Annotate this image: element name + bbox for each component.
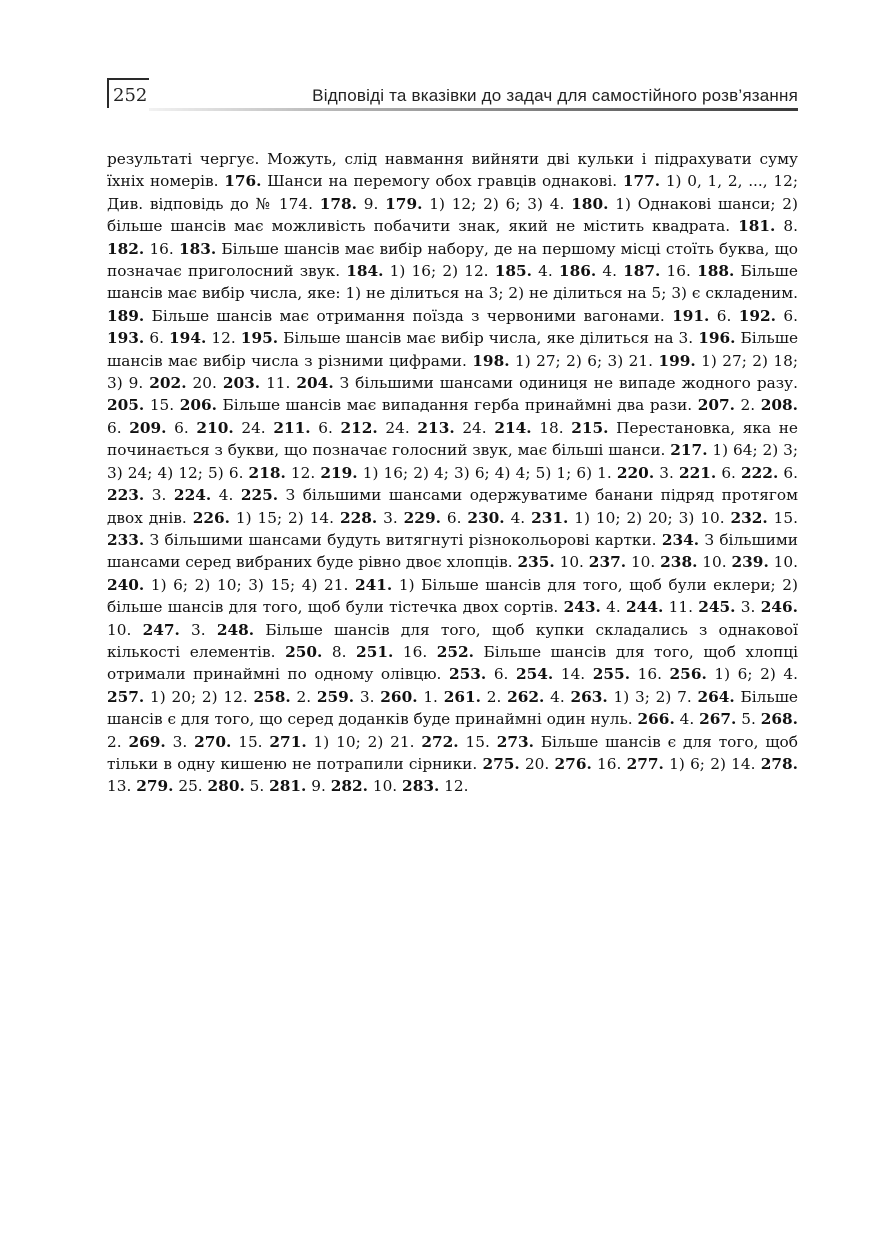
problem-number: 254. <box>516 665 554 684</box>
answer-text: 4. <box>600 598 627 617</box>
answer-text: 4. <box>596 262 624 281</box>
problem-number: 251. <box>356 642 394 661</box>
problem-number: 183. <box>178 239 217 258</box>
problem-number: 224. <box>173 486 212 505</box>
problem-number: 207. <box>697 396 735 415</box>
problem-number: 177. <box>622 172 661 191</box>
problem-number: 229. <box>403 508 441 527</box>
problem-number: 259. <box>316 687 355 706</box>
problem-number: 206. <box>179 396 217 415</box>
answer-text: Більше шансів має вибір числа, яке ділиться на 3. <box>278 329 699 348</box>
problem-number: 263. <box>570 687 608 706</box>
answer-text: 2. <box>107 732 129 751</box>
problem-number: 189. <box>107 306 145 325</box>
problem-number: 186. <box>558 262 597 281</box>
problem-number: 256. <box>669 665 707 684</box>
problem-number: 267. <box>699 710 737 729</box>
answer-text: 3. <box>179 620 217 639</box>
problem-number: 261. <box>443 687 481 706</box>
problem-number: 203. <box>222 374 261 393</box>
answer-text: 1) Однакові шанси; 2) більше шансів має можливість побачити знак, який не містить квадрата. <box>107 194 798 236</box>
problem-number: 246. <box>760 598 798 617</box>
problem-number: 212. <box>340 418 378 437</box>
problem-number: 226. <box>192 508 230 527</box>
problem-number: 217. <box>670 441 708 460</box>
answer-text: 15. <box>767 508 799 527</box>
problem-number: 270. <box>194 732 232 751</box>
answer-text: 6. <box>709 306 739 325</box>
answer-text: 4. <box>504 508 532 527</box>
answer-text: 6. <box>486 665 516 684</box>
problem-number: 214. <box>494 418 532 437</box>
answer-text: 1) 10; 2) 20; 3) 10. <box>568 508 731 527</box>
answer-text: 1) 6; 2) 4. <box>706 665 798 684</box>
answer-text: 25. <box>173 777 208 796</box>
problem-number: 178. <box>319 194 357 213</box>
problem-number: 243. <box>563 598 601 617</box>
problem-number: 213. <box>417 418 455 437</box>
problem-number: 219. <box>320 463 358 482</box>
problem-number: 278. <box>760 754 798 773</box>
problem-number: 232. <box>730 508 768 527</box>
problem-number: 188. <box>697 262 735 281</box>
problem-number: 264. <box>697 687 735 706</box>
answer-text: 10. <box>107 620 143 639</box>
problem-number: 210. <box>196 418 234 437</box>
problem-number: 257. <box>107 687 145 706</box>
problem-number: 247. <box>142 620 180 639</box>
answer-text: 6. <box>440 508 468 527</box>
answer-text: 16. <box>660 262 698 281</box>
problem-number: 231. <box>531 508 569 527</box>
answer-text: Більше шансів має випадання герба принаймні два рази. <box>216 396 698 415</box>
answer-text: 5. <box>736 710 761 729</box>
problem-number: 238. <box>660 553 698 572</box>
problem-number: 277. <box>626 754 664 773</box>
problem-number: 196. <box>698 329 736 348</box>
problem-number: 228. <box>339 508 378 527</box>
problem-number: 234. <box>661 530 700 549</box>
answer-text: 1) 16; 2) 4; 3) 6; 4) 4; 5) 1; 6) 1. <box>357 463 617 482</box>
problem-number: 180. <box>571 194 609 213</box>
answer-text: 11. <box>260 374 297 393</box>
problem-number: 273. <box>496 732 534 751</box>
answer-text: 6. <box>166 418 197 437</box>
problem-number: 279. <box>136 777 174 796</box>
problem-number: 192. <box>738 306 777 325</box>
answer-text: З більшими шансами будуть витягнуті різнокольорові картки. <box>144 530 662 549</box>
problem-number: 211. <box>273 418 311 437</box>
problem-number: 269. <box>128 732 166 751</box>
problem-number: 268. <box>760 710 798 729</box>
problem-number: 184. <box>346 262 384 281</box>
problem-number: 220. <box>616 463 655 482</box>
answer-text: 1) 27; 2) 6; 3) 21. <box>509 351 659 370</box>
answer-text: 1) 20; 2) 12. <box>144 687 254 706</box>
answer-text: З більшими шансами одиниця не випаде жодного разу. <box>333 374 798 393</box>
problem-number: 221. <box>678 463 717 482</box>
problem-number: 223. <box>107 486 145 505</box>
answer-text: 10. <box>554 553 589 572</box>
answer-text: Більше шансів має отримання поїзда з червоними вагонами. <box>144 306 673 325</box>
answer-text: З більшими шансами серед вибраних буде рівно двоє хлопців. <box>107 530 798 572</box>
answer-text: Більше шансів є для того, що серед доданків буде принаймні один нуль. <box>107 687 798 729</box>
answer-text: 1) 27; 2) 18; 3) 9. <box>107 351 799 393</box>
problem-number: 222. <box>741 463 779 482</box>
answer-text: 12. <box>206 329 241 348</box>
problem-number: 202. <box>149 374 187 393</box>
problem-number: 260. <box>380 687 418 706</box>
problem-number: 233. <box>107 530 145 549</box>
problem-number: 281. <box>269 777 307 796</box>
problem-number: 215. <box>571 418 609 437</box>
answer-text: 18. <box>531 418 572 437</box>
answer-text: 14. <box>553 665 593 684</box>
answer-text: 6. <box>310 418 341 437</box>
problem-number: 272. <box>421 732 459 751</box>
problem-number: 266. <box>637 710 675 729</box>
problem-number: 185. <box>494 262 532 281</box>
answer-text: 4. <box>674 710 700 729</box>
answer-text: 4. <box>544 687 571 706</box>
problem-number: 240. <box>107 575 145 594</box>
answer-text: 2. <box>735 396 761 415</box>
answer-text: результаті чергує. Можуть, слід навмання вийняти дві кульки і підрахувати суму їхніх номерів. <box>107 150 798 191</box>
answer-text: 11. <box>663 598 699 617</box>
header-rule <box>149 108 798 111</box>
answer-text: 3. <box>165 732 195 751</box>
problem-number: 252. <box>436 642 474 661</box>
answer-text: 1) Більше шансів для того, щоб були еклери; 2) більше шансів для того, щоб були тістечка двох сортів. <box>107 575 799 617</box>
answer-text: 16. <box>591 754 627 773</box>
answer-text: 13. <box>107 777 137 796</box>
answer-text: Більше шансів має вибір набору, де на першому місці стоїть буква, що позначає приголосний звук. <box>107 239 798 281</box>
answer-text: 3. <box>654 463 679 482</box>
answer-text: 10. <box>367 777 403 796</box>
problem-number: 187. <box>623 262 661 281</box>
answer-text: 3. <box>735 598 761 617</box>
answer-text: 1) 6; 2) 10; 3) 15; 4) 21. <box>144 575 355 594</box>
answer-text: Більше шансів є для того, щоб тільки в одну кишеню не потрапили сірники. <box>107 732 798 773</box>
answer-text: Більше шансів для того, щоб хлопці отримали принаймні по одному олівцю. <box>107 642 798 684</box>
problem-number: 244. <box>626 598 664 617</box>
answer-text: Більше шансів має вибір числа з різними цифрами. <box>107 329 799 370</box>
problem-number: 237. <box>588 553 627 572</box>
answer-text: 2. <box>480 687 508 706</box>
answer-text: 20. <box>519 754 555 773</box>
problem-number: 193. <box>107 329 145 348</box>
answer-text: 1) 12; 2) 6; 3) 4. <box>422 194 572 213</box>
problem-number: 276. <box>554 754 592 773</box>
answer-text: 8. <box>322 642 357 661</box>
answer-text: 1) 10; 2) 21. <box>306 732 422 751</box>
answer-text: 16. <box>144 239 179 258</box>
answer-text: 6. <box>776 306 798 325</box>
problem-number: 182. <box>107 239 145 258</box>
problem-number: 255. <box>592 665 631 684</box>
problem-number: 209. <box>129 418 167 437</box>
answer-text: 1) 15; 2) 14. <box>229 508 340 527</box>
answer-text: Більше шансів для того, щоб купки складались з однакової кількості елементів. <box>107 620 798 661</box>
problem-number: 250. <box>285 642 323 661</box>
answer-text: 3. <box>144 486 174 505</box>
problem-number: 271. <box>269 732 307 751</box>
answer-text: 1) 0, 1, 2, ..., 12; Див. відповідь до № 174. <box>107 172 798 213</box>
problem-number: 218. <box>248 463 286 482</box>
answer-text: 12. <box>439 777 469 796</box>
page-number: 252 <box>107 78 149 108</box>
answer-text: 4. <box>531 262 559 281</box>
answer-text: 24. <box>454 418 495 437</box>
answer-text: 3. <box>377 508 404 527</box>
answer-text: 6. <box>716 463 742 482</box>
answer-text: 8. <box>775 217 798 236</box>
answer-text: 1) 6; 2) 14. <box>663 754 761 773</box>
problem-number: 208. <box>760 396 798 415</box>
problem-number: 248. <box>216 620 255 639</box>
answer-text: Перестановка, яка не починається з букви, що позначає голосний звук, має більші шанси. <box>107 418 798 460</box>
answer-text: 6. <box>107 418 130 437</box>
answers-paragraph <box>107 148 798 798</box>
answer-text: 20. <box>186 374 223 393</box>
problem-number: 194. <box>169 329 207 348</box>
problem-number: 179. <box>385 194 423 213</box>
problem-number: 262. <box>507 687 545 706</box>
problem-number: 253. <box>448 665 487 684</box>
answer-text: 10. <box>697 553 732 572</box>
answer-text: 12. <box>285 463 321 482</box>
answer-text: З більшими шансами одержуватиме банани підряд протягом двох днів. <box>107 486 799 527</box>
problem-number: 239. <box>731 553 769 572</box>
running-title: Відповіді та вказівки до задач для самостійного розв’язання <box>312 86 798 105</box>
problem-number: 204. <box>296 374 334 393</box>
problem-number: 176. <box>224 172 262 191</box>
problem-number: 258. <box>253 687 291 706</box>
answer-text: 1) 16; 2) 12. <box>383 262 495 281</box>
problem-number: 225. <box>240 486 279 505</box>
problem-number: 198. <box>472 351 510 370</box>
answer-text: 9. <box>306 777 331 796</box>
answer-text: 1) 64; 2) 3; 3) 24; 4) 12; 5) 6. <box>107 441 798 482</box>
problem-number: 235. <box>517 553 555 572</box>
problem-number: 241. <box>354 575 393 594</box>
answer-text: 15. <box>231 732 270 751</box>
problem-number: 195. <box>240 329 279 348</box>
answer-text: 15. <box>144 396 180 415</box>
problem-number: 205. <box>107 396 145 415</box>
answer-text: Шанси на перемогу обох гравців однакові. <box>261 172 623 191</box>
answer-text: 4. <box>211 486 241 505</box>
problem-number: 280. <box>207 777 245 796</box>
answer-text: 5. <box>244 777 270 796</box>
problem-number: 199. <box>658 351 696 370</box>
problem-number: 283. <box>402 777 440 796</box>
problem-number: 191. <box>672 306 710 325</box>
answer-text: 6. <box>144 329 170 348</box>
answer-text: 15. <box>458 732 497 751</box>
problem-number: 275. <box>482 754 520 773</box>
problem-number: 282. <box>330 777 368 796</box>
answer-text: 2. <box>290 687 317 706</box>
answer-text: 24. <box>377 418 418 437</box>
answer-text: 3. <box>354 687 381 706</box>
answer-text: Більше шансів має вибір числа, яке: 1) не ділиться на 3; 2) не ділиться на 5; 3) є складеним. <box>107 262 798 303</box>
answer-text: 10. <box>768 553 798 572</box>
problem-number: 245. <box>698 598 736 617</box>
answer-text: 1) 3; 2) 7. <box>607 687 698 706</box>
answer-text: 16. <box>630 665 670 684</box>
answer-text: 9. <box>356 194 386 213</box>
answer-text: 1. <box>417 687 444 706</box>
problem-number: 181. <box>738 217 776 236</box>
answer-text: 16. <box>393 642 437 661</box>
problem-number: 230. <box>467 508 505 527</box>
answer-text: 10. <box>626 553 661 572</box>
answer-text: 24. <box>233 418 274 437</box>
answer-text: 6. <box>778 463 798 482</box>
